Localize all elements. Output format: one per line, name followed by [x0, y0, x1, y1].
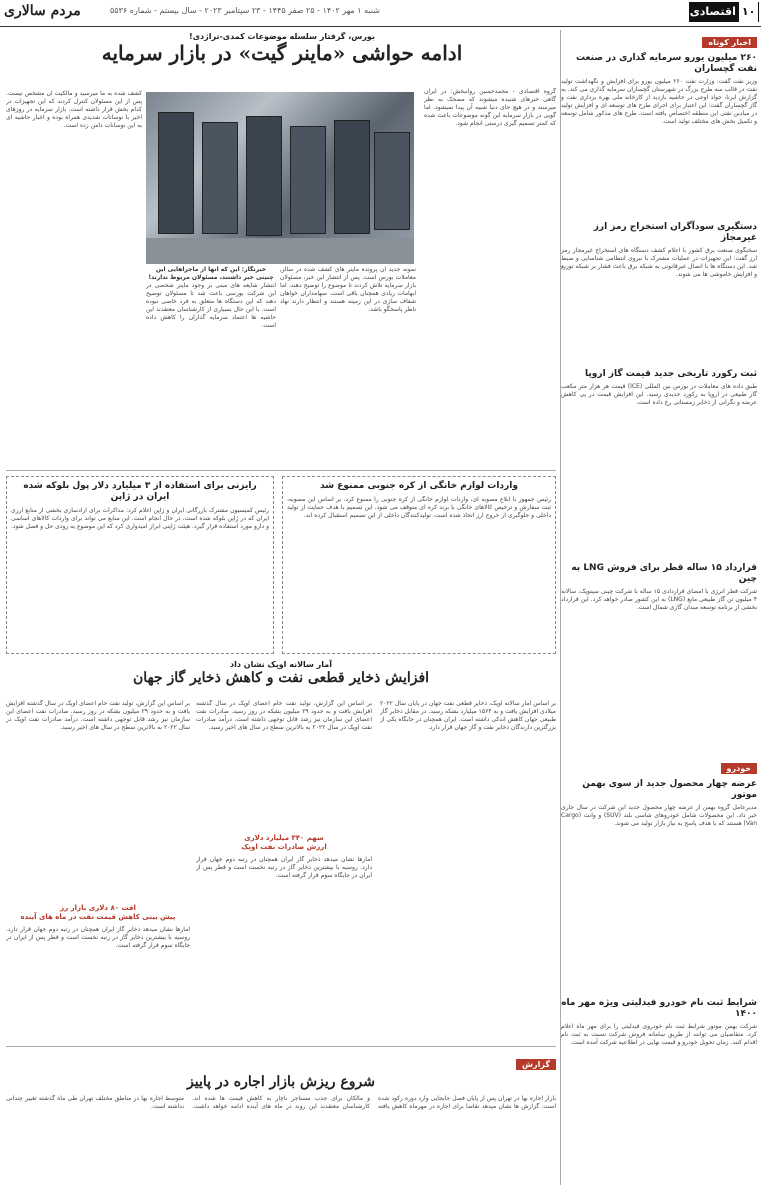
japan-body: رئیس کمیسیون مشترک بازرگانی ایران و ژاپن اعلام کرد: مذاکرات برای آزادسازی بخشی از منابع ارزی ایران که در ژاپن بلوکه شده است، در حال انجام است. این منابع می تواند برای واردات کالاهای اساسی و دارو مورد استفاده قرار گیرد. هیئت ژاپنی ابراز امیدواری کرد که این موضوع به زودی حل و فصل شود. — [11, 507, 269, 530]
pull-quote-1 — [196, 834, 372, 852]
pull-quote-2 — [6, 904, 190, 922]
article-body: شرکت قطر انرژی با امضای قراردادی ۱۵ ساله با شرکت چینی سینوپک، سالانه ۴ میلیون تن گاز طبیعی مایع (LNG) به این کشور صادر خواهد کرد. این قرارداد بخشی از برنامه توسعه میدان گازی شمال است. — [561, 588, 757, 611]
article-title: ثبت رکورد تاریخی جدید قیمت گاز اروپا — [585, 369, 757, 379]
japan-box — [6, 476, 274, 654]
newspaper-logo: مردم سالاری — [4, 3, 81, 19]
car-tag: خودرو — [721, 763, 757, 774]
report-tag: گزارش — [516, 1059, 556, 1070]
korea-title: واردات لوازم خانگی از کره جنوبی ممنوع شد — [320, 481, 518, 491]
report-section — [6, 1052, 556, 1193]
opec-title: افزایش ذخایر قطعی نفت و کاهش ذخایر گاز جهان — [132, 670, 430, 686]
article-title: شرایط ثبت نام خودرو فیدلیتی ویژه مهر ماه ۱۴۰۰ — [561, 998, 757, 1019]
main-body-2: انتشار شایعه های مبنی بر وجود ماینر شخصی در این شرکت بورسی باعث شد تا مسئولان توضیح دهند که این دستگاه ها متعلق به فرد خاصی نبوده است. با این حال بسیاری از کارشناسان معتقدند این حاشیه ها اعتماد سرمایه گذاران را کاهش داده است. — [146, 282, 276, 329]
section-name: اقتصادی — [689, 5, 736, 18]
japan-title: رایزنی برای استفاده از ۳ میلیارد دلار پول بلوکه شده ایران در ژاپن — [23, 481, 257, 502]
korea-body: رئیس جمهور با ابلاغ مصوبه ای، واردات لوازم خانگی از کره جنوبی را ممنوع کرد. بر اساس این مصوبه، ثبت سفارش و ترخیص کالاهای خانگی با برند کره ای متوقف می شود. این تصمیم با هدف حمایت از تولید داخلی و جلوگیری از خروج ارز اتخاذ شده است. تولیدکنندگان داخلی از این تصمیم استقبال کرده اند. — [287, 496, 551, 519]
article-title: دستگیری سودآگران استخراج رمز ارز غیرمجاز — [593, 222, 757, 243]
photo-caption: خبرنگار: این که آنها از ماجراهایی این چنینی خبر داشتند، مسئولان مربوط ندارند! — [148, 266, 274, 281]
divider — [6, 1046, 556, 1047]
main-lead: گروه اقتصادی - محمدحسین روانبخش: در ایران گاهی خبرهای شنیده میشوند که مضحک به نظر میرسند و در هیچ جای دنیا شبیه آن پیدا نمیشود. اما گویی در بازار سرمایه این گونه موضوعات باعث شده که کمتر تصمیم گیری درستی انجام شود. — [424, 88, 556, 127]
issue-info: شنبه ۱ مهر ۱۴۰۲ - ۲۵ صفر ۱۴۴۵ - ۲۳ سپتامبر ۲۰۲۳ - سال بیستم - شماره ۵۵۳۶ — [110, 6, 380, 15]
report-body: بازار اجاره بها در تهران پس از پایان فصل جابجایی وارد دوره رکود شده است. گزارش ها نشان میدهد تقاضا برای اجاره در مهرماه کاهش یافته و مالکان برای جذب مستاجر ناچار به کاهش قیمت ها شده اند. کارشناسان معتقدند این روند در ماه های آینده ادامه خواهد داشت. متوسط اجاره بها در مناطق مختلف تهران طی ماه گذشته تغییر چندانی نداشته است. — [6, 1095, 556, 1110]
opec-middle — [196, 700, 372, 1040]
article-body: وزیر نفت گفت: وزارت نفت ۲۶۰ میلیون یورو برای افزایش و نگهداشت تولید نفت در قالب سه طرح بزرگ در شهرستان گچساران سرمایه گذاری می کند. به گزارش ایرنا، جواد اوجی در حاشیه بازدید از کارخانه ملی بهره برداری نفت و گاز گچساران گفت: این اعتبار برای اجرای طرح های توسعه ای و افزایش تولید در میادین نفتی این منطقه اختصاص یافته است. طرح های مذکور شامل توسعه و تکمیل بخش های مختلف تولید است. — [561, 78, 757, 125]
main-body-1: نمونه جدید آن پرونده ماینر های کشف شده در سالن معاملات بورس است. پس از انتشار این خبر، مسئولان بازار سرمایه تلاش کردند تا موضوع را توضیح دهند، اما ابهامات زیادی همچنان باقی است. سهامداران خواهان شفاف سازی در این زمینه هستند و انتظار دارند نهاد ناظر پاسخگو باشد. — [280, 266, 416, 313]
article-title: قرارداد ۱۵ ساله قطر برای فروش LNG به چین — [571, 563, 757, 584]
main-caption-area — [146, 266, 276, 466]
article-title: عرضه چهار محصول جدید از سوی بهمن موتور — [582, 779, 757, 800]
pull-quote-title: سهم ۳۴۰ میلیارد دلاری — [244, 834, 324, 842]
opec-header — [6, 660, 556, 687]
korea-box — [282, 476, 556, 654]
pull-quote-text: ارزش صادرات نفت اوپک — [241, 843, 327, 851]
report-title: شروع ریزش بازار اجاره در پاییز — [187, 1074, 375, 1090]
opec-body-2: بر اساس این گزارش، تولید نفت خام اعضای اوپک در سال گذشته افزایش یافت و به حدود ۲۹ میلیون بشکه در روز رسید. صادرات نفت اعضای این سازمان نیز رشد قابل توجهی داشته است. درآمد صادرات نفت اوپک در سال ۲۰۲۲ به بالاترین سطح در سال های اخیر رسید. — [196, 700, 372, 731]
opec-body-4: بر اساس این گزارش، تولید نفت خام اعضای اوپک در سال گذشته افزایش یافت و به حدود ۲۹ میلیون بشکه در روز رسید. صادرات نفت اعضای این سازمان نیز رشد قابل توجهی داشته است. درآمد صادرات نفت اوپک در سال ۲۰۲۲ به بالاترین سطح در سال های اخیر رسید. — [6, 700, 190, 731]
article-title: ۲۶۰ میلیون یورو سرمایه گذاری در صنعت نفت گچساران — [576, 53, 757, 74]
article-body: شرکت بهمن موتور شرایط ثبت نام خودروی فیدلیتی را برای مهر ماه اعلام کرد. متقاضیان می توانند از طریق سامانه فروش شرکت نسبت به ثبت نام اقدام کنند. زمان تحویل خودرو و قیمت نهایی در اطلاعیه شرکت آمده است. — [561, 1023, 757, 1046]
opec-kicker: آمار سالانه اوپک نشان داد — [230, 660, 332, 669]
main-story-header — [8, 32, 556, 65]
page-header — [0, 0, 761, 27]
article-body: سخنگوی صنعت برق کشور با اعلام کشف دستگاه های استخراج غیرمجاز رمز ارز گفت: این تجهیزات در عملیات مشترک با نیروی انتظامی شناسایی و ضبط شد. این دستگاه ها با اتصال غیرقانونی به شبکه برق باعث فشار بر شبکه توزیع و افزایش خاموشی ها می شوند. — [561, 247, 757, 278]
divider — [6, 470, 556, 471]
opec-body-5: آمارها نشان میدهد ذخایر گاز ایران همچنان در رتبه دوم جهان قرار دارد. روسیه با بیشترین ذخایر گاز در رتبه نخست است و قطر پس از ایران در جایگاه سوم قرار گرفته است. — [6, 926, 190, 949]
section-label — [689, 2, 759, 22]
article-body: طبق داده های معاملات در بورس بین المللی (ICE) قیمت هر هزار متر مکعب گاز طبیعی در اروپا به رکورد جدیدی رسید. این افزایش قیمت در پی کاهش عرضه و نگرانی از ذخایر زمستانی رخ داده است. — [561, 383, 757, 406]
pull-quote-title: افت ۸۰ دلاری بازار رز — [60, 904, 136, 912]
opec-body-3: آمارها نشان میدهد ذخایر گاز ایران همچنان در رتبه دوم جهان قرار دارد. روسیه با بیشترین ذخایر گاز در رتبه نخست است و قطر پس از ایران در جایگاه سوم قرار گرفته است. — [196, 856, 372, 879]
article-body: مدیرعامل گروه بهمن از عرضه چهار محصول جدید این شرکت در سال جاری خبر داد. این محصولات شامل خودروهای شاسی بلند (SUV) و وانت (Cargo Van) هستند که با هدف پاسخ به نیاز بازار تولید می شوند. — [561, 804, 757, 827]
miner-photo — [146, 92, 414, 264]
main-kicker: بورس، گرفتار سلسله موضوعات کمدی-تراژدی! — [189, 32, 375, 41]
right-column — [561, 30, 757, 1180]
opec-left — [6, 700, 190, 1040]
pull-quote-text: پیش بینی کاهش قیمت نفت در ماه های آینده — [20, 913, 176, 921]
main-body-left: کشف شده به ما میرسید و مالکیت آن مشخص نیست. پس از این مسئولان کنترل کردند که این تجهیزات در کدام بخش قرار داشته است. بازار سرمایه در روزهای اخیر با نوسانات شدیدی همراه بوده و اخبار حاشیه ای به این نوسانات دامن زده است. — [6, 90, 142, 129]
short-news-tag: اخبار کوتاه — [702, 37, 757, 48]
opec-body-1: بر اساس آمار سالانه اوپک، ذخایر قطعی نفت جهان در پایان سال ۲۰۲۲ میلادی افزایش یافت و به ۱۵۶۴ میلیارد بشکه رسید. در مقابل ذخایر گاز طبیعی جهان کاهش اندکی داشته است. ایران همچنان در جایگاه یکی از بزرگترین دارندگان ذخایر نفت و گاز جهان قرار دارد. — [380, 700, 556, 731]
section-number: ۱۰ — [739, 2, 758, 22]
column-divider — [560, 30, 561, 1185]
main-headline: ادامه حواشی «ماینر گیت» در بازار سرمایه — [101, 41, 463, 65]
